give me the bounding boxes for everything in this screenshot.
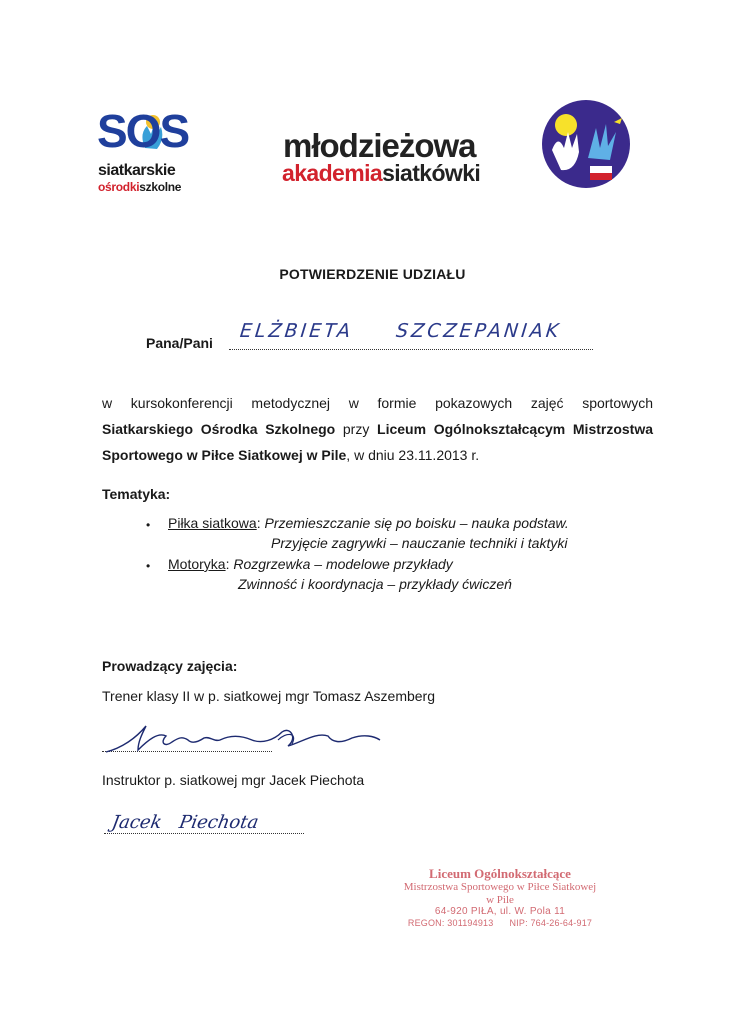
body-lyceum: Liceum Ogólnokształcącym Mistrzostwa [377, 421, 654, 437]
stamp-regon: REGON: 301194913 [407, 918, 494, 928]
recipient-label: Pana/Pani [146, 335, 213, 351]
stamp-line-2: Mistrzostwa Sportowego w Piłce Siatkowej [403, 881, 597, 893]
mas-logo-akademia: akademia [282, 160, 383, 186]
topic-2-text-2: Zwinność i koordynacja – przykłady ćwiczeń [238, 576, 512, 592]
mas-logo-subtitle [282, 160, 480, 187]
topics-heading: Tematyka: [102, 486, 171, 502]
stamp-nip: NIP: 764-26-64-917 [509, 918, 593, 928]
mas-emblem-icon [538, 100, 634, 188]
body-line-2 [102, 416, 653, 442]
mas-logo-siatkowki: siatkówki [382, 160, 481, 186]
stamp-line-3: w Pile [486, 894, 514, 906]
sos-logo-line2 [98, 180, 181, 194]
sos-logo-word: SOS [97, 105, 189, 157]
stamp-ids [380, 918, 620, 928]
sos-logo-osrodki: ośrodki [98, 180, 140, 194]
body-przy: przy [335, 421, 378, 437]
stamp-line-1: Liceum Ogólnokształcące [429, 866, 571, 881]
body-lyceum-cont: Sportowego w Piłce Siatkowej w Pile [102, 447, 347, 463]
sos-logo-szkolne: szkolne [139, 180, 182, 194]
leaders-heading: Prowadzący zajęcia: [102, 658, 238, 674]
stamp-address: 64-920 PIŁA, ul. W. Pola 11 [434, 906, 566, 917]
document-title: POTWIERDZENIE UDZIAŁU [279, 266, 466, 282]
bullet-icon: • [146, 518, 151, 532]
topic-2-colon: : [225, 556, 234, 572]
sos-logo-line1: siatkarskie [98, 162, 176, 179]
topic-2-text-1: Rozgrzewka – modelowe przykłady [233, 556, 453, 572]
topic-1-line-1 [168, 515, 569, 531]
recipient-name-handwritten: ELŻBIETA SZCZEPANIAK [238, 320, 563, 342]
body-date: , w dniu 23.11.2013 r. [346, 447, 480, 463]
signature-2-image: Jacek Piechota [110, 812, 261, 833]
leader-1-text: Trener klasy II w p. siatkowej mgr Tomasz Aszemberg [102, 688, 435, 704]
bullet-icon: • [146, 559, 151, 573]
topic-1-text-2: Przyjęcie zagrywki – nauczanie techniki i taktyki [271, 535, 568, 551]
topic-2-name: Motoryka [168, 556, 226, 572]
topic-1-colon: : [256, 515, 265, 531]
leader-2-text: Instruktor p. siatkowej mgr Jacek Piechota [102, 772, 365, 788]
signature-1-image [102, 718, 392, 758]
body-school-center: Siatkarskiego Ośrodka Szkolnego [102, 421, 336, 437]
body-line-3 [102, 442, 653, 468]
body-line-1: w kursokonferencji metodycznej w formie pokazowych zajęć sportowych [102, 395, 653, 411]
topic-1-name: Piłka siatkowa [168, 515, 257, 531]
mas-logo-title: młodzieżowa [283, 127, 476, 164]
topic-2-line-1 [168, 556, 453, 572]
topic-1-text-1: Przemieszczanie się po boisku – nauka podstaw. [264, 515, 569, 531]
